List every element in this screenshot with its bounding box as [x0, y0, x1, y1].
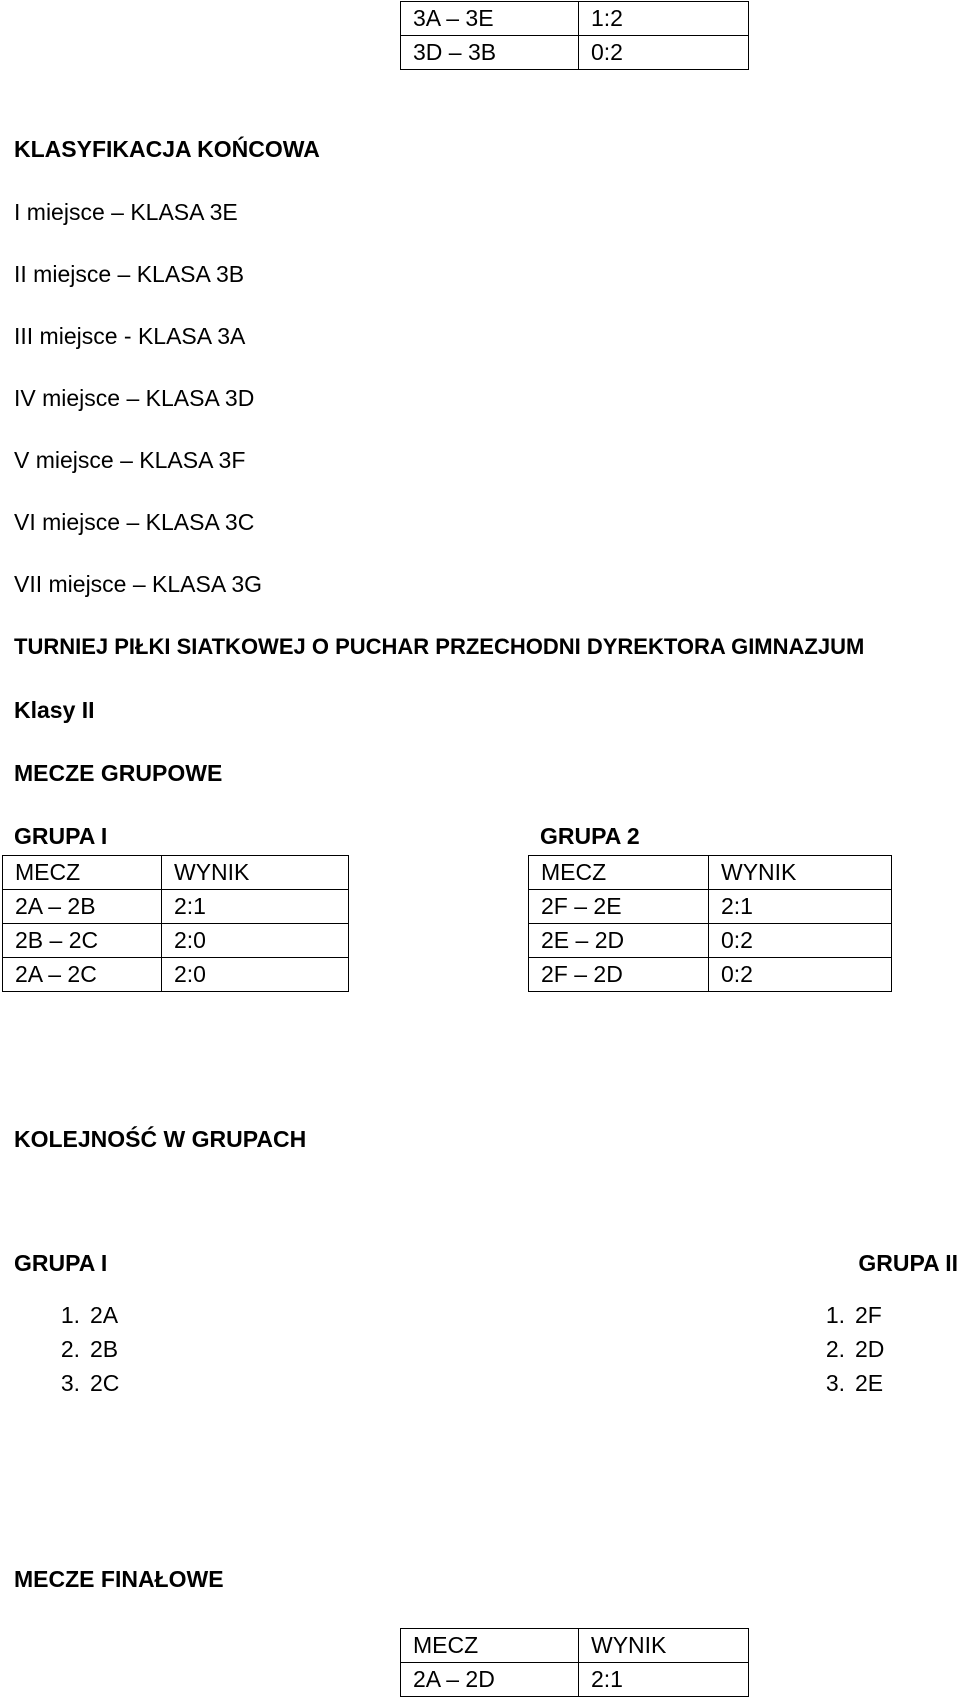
- table-row: [401, 36, 749, 70]
- list-item: 1. 2F: [825, 1302, 882, 1328]
- match-header: MECZ: [401, 1629, 579, 1663]
- classification-item: II miejsce – KLASA 3B: [14, 261, 245, 287]
- top-results-table: [400, 1, 749, 70]
- match-cell: 2B – 2C: [3, 924, 162, 958]
- group1-title: GRUPA I: [14, 823, 108, 849]
- classification-item: VII miejsce – KLASA 3G: [14, 571, 263, 597]
- match-header: MECZ: [529, 856, 709, 890]
- result-cell: 2:0: [162, 958, 349, 992]
- match-cell: 2A – 2B: [3, 890, 162, 924]
- match-cell: 2A – 2D: [401, 1663, 579, 1697]
- match-cell: 3D – 3B: [401, 36, 579, 70]
- classes-label: Klasy II: [14, 697, 95, 723]
- table-row: [529, 958, 892, 992]
- result-header: WYNIK: [709, 856, 892, 890]
- table-row: [3, 924, 349, 958]
- ranking-group1-title: GRUPA I: [14, 1250, 108, 1276]
- result-cell: 0:2: [709, 924, 892, 958]
- table-header-row: [529, 856, 892, 890]
- match-cell: 2A – 2C: [3, 958, 162, 992]
- table-row: [3, 958, 349, 992]
- result-header: WYNIK: [579, 1629, 749, 1663]
- result-cell: 1:2: [579, 2, 749, 36]
- list-item: 3. 2C: [60, 1370, 120, 1396]
- table-row: [3, 890, 349, 924]
- table-row: [529, 890, 892, 924]
- list-item: 3. 2E: [825, 1370, 884, 1396]
- finals-title: MECZE FINAŁOWE: [14, 1566, 224, 1592]
- result-header: WYNIK: [162, 856, 349, 890]
- table-header-row: [3, 856, 349, 890]
- group2-title: GRUPA 2: [540, 823, 640, 849]
- classification-item: VI miejsce – KLASA 3C: [14, 509, 255, 535]
- result-cell: 2:1: [162, 890, 349, 924]
- result-cell: 2:1: [709, 890, 892, 924]
- match-header: MECZ: [3, 856, 162, 890]
- group1-table: [2, 855, 349, 992]
- match-cell: 3A – 3E: [401, 2, 579, 36]
- classification-item: III miejsce - KLASA 3A: [14, 323, 246, 349]
- table-header-row: [401, 1629, 749, 1663]
- ranking-group2-list: [805, 1298, 884, 1400]
- result-cell: 0:2: [709, 958, 892, 992]
- classification-item: IV miejsce – KLASA 3D: [14, 385, 255, 411]
- match-cell: 2F – 2D: [529, 958, 709, 992]
- result-cell: 2:1: [579, 1663, 749, 1697]
- table-row: [529, 924, 892, 958]
- ranking-group2-title: GRUPA II: [858, 1250, 958, 1276]
- list-item: 1. 2A: [60, 1302, 119, 1328]
- final-classification-title: KLASYFIKACJA KOŃCOWA: [14, 136, 320, 162]
- table-row: [401, 2, 749, 36]
- match-cell: 2F – 2E: [529, 890, 709, 924]
- table-row: [401, 1663, 749, 1697]
- result-cell: 0:2: [579, 36, 749, 70]
- group-matches-title: MECZE GRUPOWE: [14, 760, 223, 786]
- group2-table: [528, 855, 892, 992]
- tournament-title: TURNIEJ PIŁKI SIATKOWEJ O PUCHAR PRZECHODNI DYREKTORA GIMNAZJUM: [14, 634, 865, 659]
- list-item: 2. 2D: [825, 1336, 885, 1362]
- list-item: 2. 2B: [60, 1336, 119, 1362]
- ranking-group1-list: [40, 1298, 119, 1400]
- ranking-title: KOLEJNOŚĆ W GRUPACH: [14, 1126, 307, 1152]
- result-cell: 2:0: [162, 924, 349, 958]
- match-cell: 2E – 2D: [529, 924, 709, 958]
- classification-item: I miejsce – KLASA 3E: [14, 199, 238, 225]
- classification-item: V miejsce – KLASA 3F: [14, 447, 246, 473]
- finals-table: [400, 1628, 749, 1697]
